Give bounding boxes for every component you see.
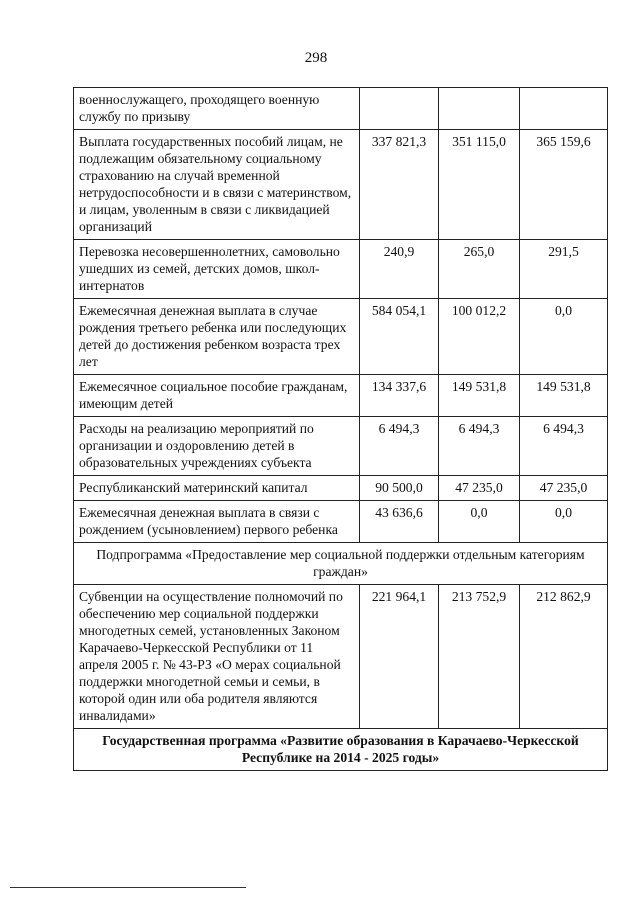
value-cell: 0,0 <box>439 501 520 543</box>
budget-table <box>73 87 608 771</box>
row-description: Субвенции на осуществление полномочий по обеспечению мер социальной поддержки многодетных семей, установленных Законом Карачаево-Черкесской Республики от 11 апреля 2005 г. № 43-РЗ «О мерах социальной поддержки многодетной семьи и семьи, в которой один или оба родителя являются инвалидами» <box>74 585 360 729</box>
footer-divider <box>10 887 246 888</box>
value-cell: 90 500,0 <box>360 476 439 501</box>
value-cell: 0,0 <box>520 501 608 543</box>
value-cell: 291,5 <box>520 240 608 299</box>
row-description: Ежемесячная денежная выплата в связи с рождением (усыновлением) первого ребенка <box>74 501 360 543</box>
value-cell: 221 964,1 <box>360 585 439 729</box>
value-cell: 6 494,3 <box>520 417 608 476</box>
row-description: Ежемесячная денежная выплата в случае рождения третьего ребенка или последующих детей до достижения ребенком возраста трех лет <box>74 299 360 375</box>
value-cell <box>520 88 608 130</box>
program-header-row <box>74 729 608 771</box>
value-cell: 240,9 <box>360 240 439 299</box>
value-cell: 212 862,9 <box>520 585 608 729</box>
table-row <box>74 476 608 501</box>
table-row <box>74 501 608 543</box>
value-cell <box>360 88 439 130</box>
row-description: Расходы на реализацию мероприятий по организации и оздоровлению детей в образовательных учреждениях субъекта <box>74 417 360 476</box>
row-description: Выплата государственных пособий лицам, не подлежащим обязательному социальному страхованию на случай временной нетрудоспособности и в связи с материнством, и лицам, уволенным в связи с ликвидацией организаций <box>74 130 360 240</box>
program-header: Государственная программа «Развитие образования в Карачаево-Черкесской Республике на 2014 - 2025 годы» <box>74 729 608 771</box>
row-description: Перевозка несовершеннолетних, самовольно ушедших из семей, детских домов, школ-интернатов <box>74 240 360 299</box>
row-description: военнослужащего, проходящего военную службу по призыву <box>74 88 360 130</box>
value-cell: 47 235,0 <box>520 476 608 501</box>
value-cell: 47 235,0 <box>439 476 520 501</box>
value-cell: 337 821,3 <box>360 130 439 240</box>
page-number: 298 <box>304 50 328 66</box>
value-cell: 351 115,0 <box>439 130 520 240</box>
value-cell: 365 159,6 <box>520 130 608 240</box>
value-cell: 584 054,1 <box>360 299 439 375</box>
table-row <box>74 585 608 729</box>
table-row <box>74 240 608 299</box>
value-cell: 43 636,6 <box>360 501 439 543</box>
subprogram-header-row <box>74 543 608 585</box>
value-cell: 100 012,2 <box>439 299 520 375</box>
subprogram-header: Подпрограмма «Предоставление мер социальной поддержки отдельным категориям граждан» <box>74 543 608 585</box>
value-cell: 213 752,9 <box>439 585 520 729</box>
value-cell: 265,0 <box>439 240 520 299</box>
value-cell <box>439 88 520 130</box>
value-cell: 0,0 <box>520 299 608 375</box>
table-row <box>74 130 608 240</box>
row-description: Республиканский материнский капитал <box>74 476 360 501</box>
value-cell: 149 531,8 <box>520 375 608 417</box>
table-row <box>74 375 608 417</box>
table-row <box>74 299 608 375</box>
value-cell: 6 494,3 <box>439 417 520 476</box>
value-cell: 149 531,8 <box>439 375 520 417</box>
table-row <box>74 88 608 130</box>
row-description: Ежемесячное социальное пособие гражданам, имеющим детей <box>74 375 360 417</box>
table-row <box>74 417 608 476</box>
value-cell: 6 494,3 <box>360 417 439 476</box>
value-cell: 134 337,6 <box>360 375 439 417</box>
